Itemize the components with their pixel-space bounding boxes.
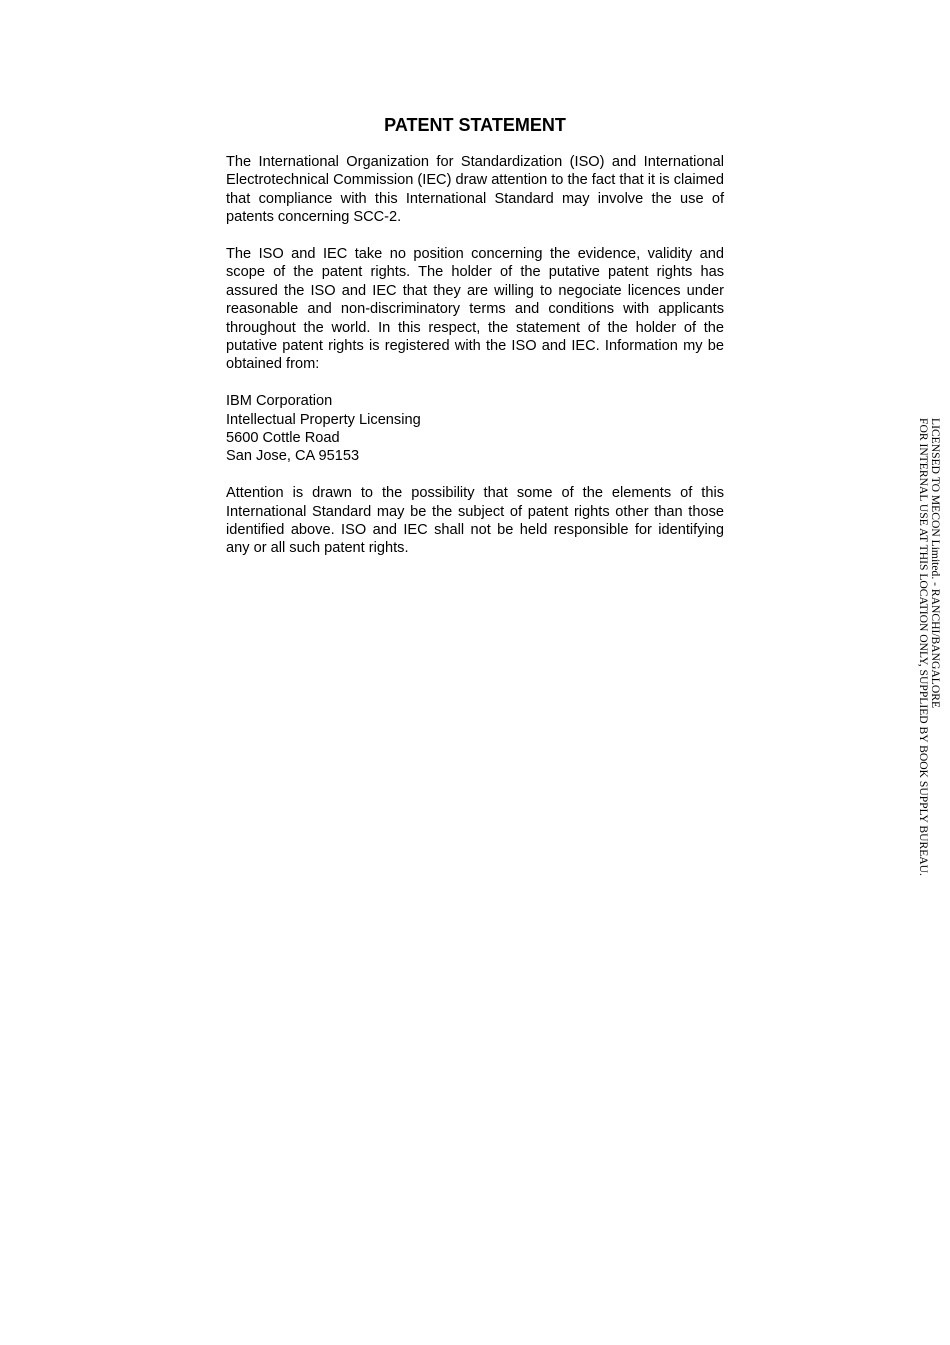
watermark-line-2: FOR INTERNAL USE AT THIS LOCATION ONLY, SUPPLIED BY BOOK SUPPLY BUREAU.	[917, 418, 930, 876]
address-block	[226, 392, 724, 466]
license-watermark	[917, 418, 941, 933]
page-title: PATENT STATEMENT	[384, 115, 566, 135]
address-street: 5600 Cottle Road	[226, 430, 340, 447]
address-department: Intellectual Property Licensing	[226, 411, 421, 428]
document-body	[226, 153, 724, 576]
address-city: San Jose, CA 95153	[226, 448, 360, 465]
paragraph-attention: Attention is drawn to the possibility that some of the elements of this International Standard may be the subject of patent rights other than those identified above. ISO and IEC shall not be held responsible for identifying any or all such patent rights.	[226, 485, 724, 557]
paragraph-patent-claim: The International Organization for Standardization (ISO) and International Electrotechnical Commission (IEC) draw attention to the fact that it is claimed that compliance with this International Standard may involve the use of patents concerning SCC-2.	[226, 154, 725, 226]
paragraph-patent-position: The ISO and IEC take no position concerning the evidence, validity and scope of the patent rights. The holder of the putative patent rights has assured the ISO and IEC that they are willing to negociate licences under reasonable and non-discriminatory terms and conditions with applicants throughout the world. In this respect, the statement of the holder of the putative patent rights is registered with the ISO and IEC. Information my be obtained from:	[226, 246, 724, 373]
address-company: IBM Corporation	[226, 393, 333, 410]
watermark-line-1: LICENSED TO MECON Limited. - RANCHI/BANGALORE	[929, 418, 942, 709]
